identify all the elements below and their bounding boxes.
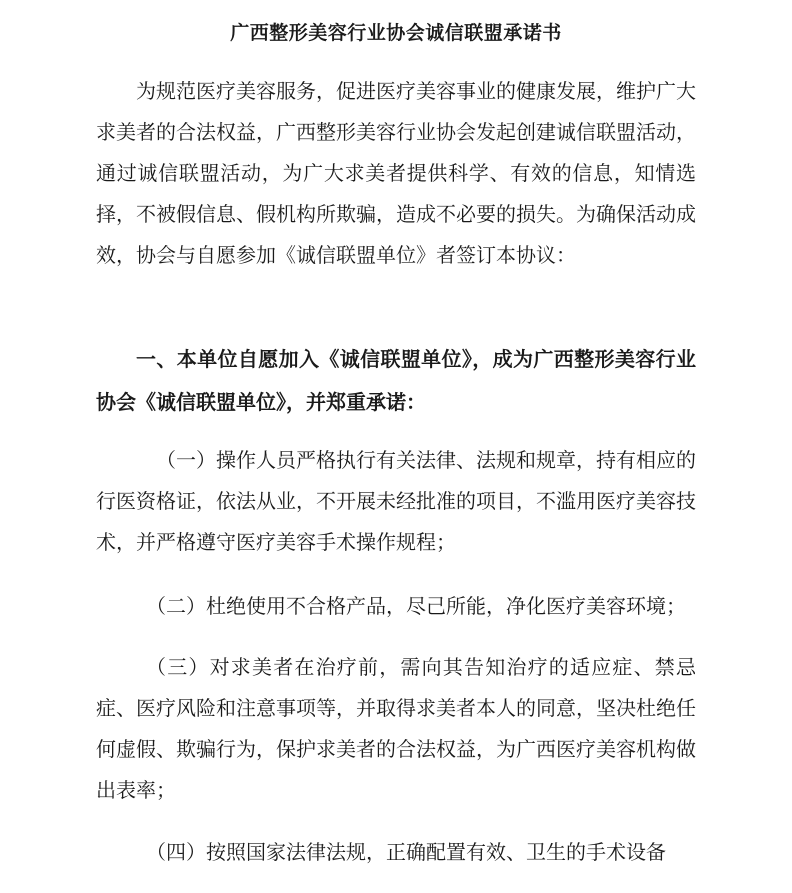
intro-paragraph: 为规范医疗美容服务，促进医疗美容事业的健康发展，维护广大求美者的合法权益，广西整形美容行业协会发起创建诚信联盟活动，通过诚信联盟活动，为广大求美者提供科学、有效的信息，知情选择，不被假信息、假机构所欺骗，造成不必要的损失。为确保活动成效，协会与自愿参加《诚信联盟单位》者签订本协议： bbox=[96, 79, 696, 267]
document-title: 广西整形美容行业协会诚信联盟承诺书 bbox=[230, 22, 562, 44]
commitment-item-2: （二）杜绝使用不合格产品，尽己所能，净化医疗美容环境； bbox=[146, 594, 686, 618]
commitment-item-1: （一）操作人员严格执行有关法律、法规和规章，持有相应的行医资格证，依法从业，不开展未经批准的项目，不滥用医疗美容技术，并严格遵守医疗美容手术操作规程； bbox=[96, 448, 696, 554]
commitment-item-3: （三）对求美者在治疗前，需向其告知治疗的适应症、禁忌症、医疗风险和注意事项等，并取得求美者本人的同意，坚决杜绝任何虚假、欺骗行为，保护求美者的合法权益，为广西医疗美容机构做出表率； bbox=[96, 655, 696, 802]
commitment-item-4: （四）按照国家法律法规，正确配置有效、卫生的手术设备 bbox=[146, 840, 666, 864]
section-heading-1: 一、本单位自愿加入《诚信联盟单位》，成为广西整形美容行业协会《诚信联盟单位》，并郑重承诺： bbox=[96, 347, 696, 414]
